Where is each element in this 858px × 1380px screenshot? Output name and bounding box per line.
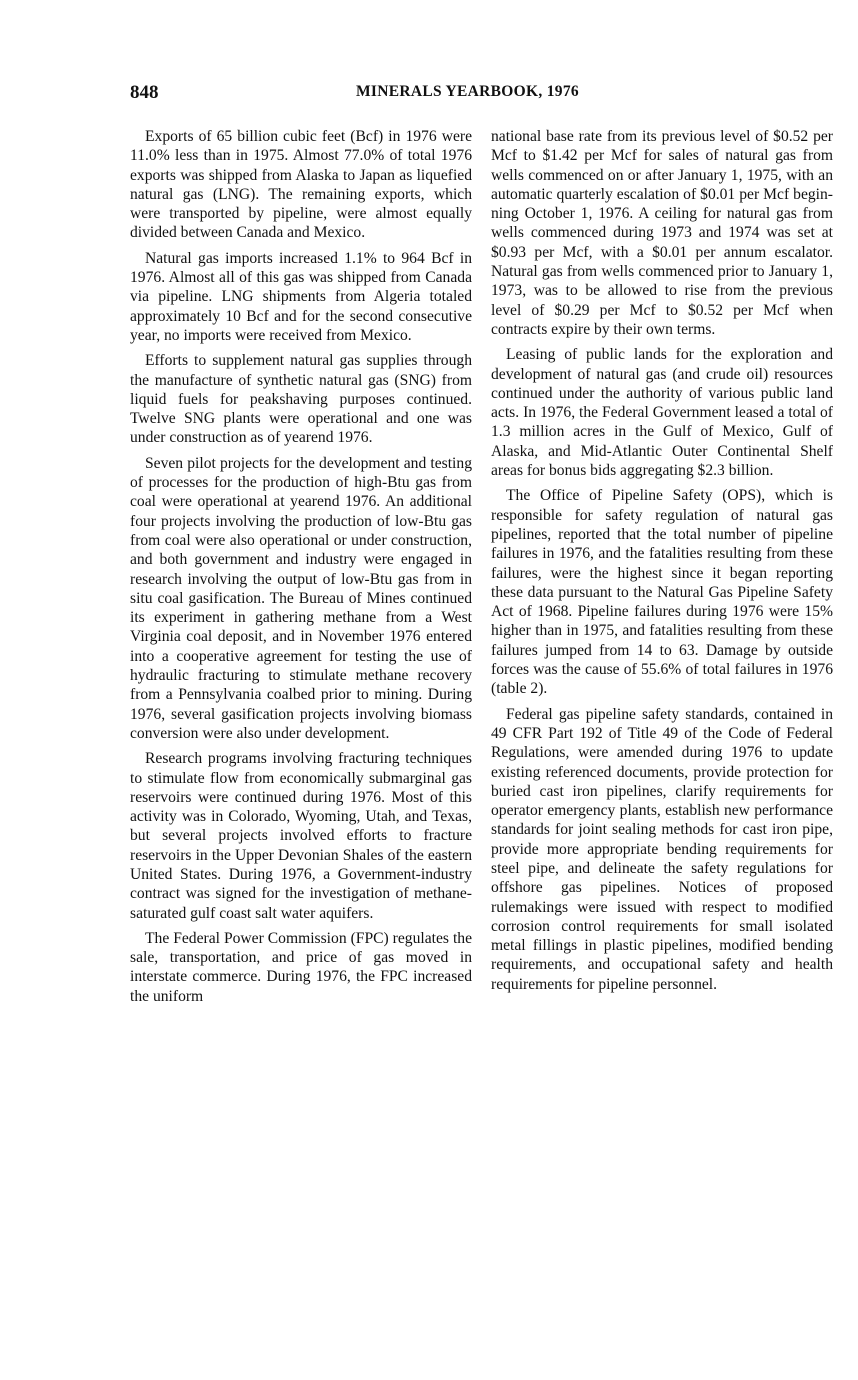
- right-column: [491, 127, 833, 1000]
- running-title: MINERALS YEARBOOK, 1976: [356, 83, 579, 100]
- left-column: [130, 127, 472, 1012]
- paragraph-exports: Exports of 65 billion cubic feet (Bcf) in 1976 were 11.0% less than in 1975. Almost 77.0% of total 1976 exports was shipped from Alaska to Japan as liquefied natural gas (LNG). The remaining exports, which were transported by pipeline, were almost equally divided between Canada and Mexico.: [130, 128, 472, 242]
- paragraph-imports: Natural gas imports increased 1.1% to 964 Bcf in 1976. Almost all of this gas was shipped from Canada via pipeline. LNG shipments from Algeria totaled approximately 10 Bcf and for the second consecutive year, no imports were received from Mexico.: [130, 249, 472, 344]
- paragraph-fpc: The Federal Power Commission (FPC) regulates the sale, transportation, and price of gas moved in interstate commerce. During 1976, the FPC increased the uniform: [130, 929, 472, 1005]
- page-number: 848: [130, 82, 159, 103]
- paragraph-fpc-continued: national base rate from its previous level of $0.52 per Mcf to $1.42 per Mcf for sales of natural gas from wells commenced on or after January 1, 1975, with an automatic quarterly escalation of $0.01 per Mcf beginning October 1, 1976. A ceiling for natural gas from wells commenced during 1973 and 1974 was set at $0.93 per Mcf, with a $0.01 per annum escalator. Natural gas from wells commenced prior to January 1, 1973, was to be allowed to rise from the previous level of $0.29 per Mcf to $0.52 per Mcf when contracts expire by their own terms.: [491, 128, 833, 338]
- paragraph-fracturing-research: Research programs involving fracturing techniques to stimulate flow from economically submarginal gas reservoirs were continued during 1976. Most of this activity was in Colorado, Wyoming, Utah, and Texas, but several projects involved efforts to fracture reservoirs in the Upper Devonian Shales of the eastern United States. During 1976, a Government-industry contract was signed for the investigation of methane-saturated gulf coast salt water aquifers.: [130, 750, 472, 922]
- paragraph-leasing: Leasing of public lands for the exploration and development of natural gas (and crude oil) resources continued under the authority of various public land acts. In 1976, the Federal Government leased a total of 1.3 million acres in the Gulf of Mexico, Gulf of Alaska, and Mid-Atlantic Outer Continental Shelf areas for bonus bids aggregating $2.3 billion.: [491, 346, 833, 480]
- paragraph-safety-standards: Federal gas pipeline safety standards, contained in 49 CFR Part 192 of Title 49 of the Code of Federal Regulations, were amended during 1976 to update existing referenced documents, provide protection for buried cast iron pipelines, clarify requirements for operator emergency plants, establish new performance standards for joint sealing methods for cast iron pipe, provide more appropriate bending requirements for steel pipe, and delineate the safety regulations for offshore gas pipelines. Notices of proposed rulemakings were issued with respect to modified corrosion control requirements for small isolated metal fillings in plastic pipelines, modified bending requirements, and occupational safety and health requirements for pipeline personnel.: [491, 705, 833, 993]
- paragraph-sng: Efforts to supplement natural gas supplies through the manufacture of synthetic natural gas (SNG) from liquid fuels for peakshaving purposes continued. Twelve SNG plants were operational and one was under construction as of yearend 1976.: [130, 352, 472, 447]
- paragraph-coal-gasification: Seven pilot projects for the development and testing of processes for the production of high-Btu gas from coal were operational at yearend 1976. An additional four projects involving the production of low-Btu gas from coal were also operational or under construction, and both government and industry were engaged in research involving the output of low-Btu gas from in situ coal gasification. The Bureau of Mines continued its experiment in gathering methane from a West Virginia coal deposit, and in November 1976 entered into a cooperative agreement for testing the use of hydraulic fracturing to stimulate methane recovery from a Pennsylvania coalbed prior to mining. During 1976, several gasification projects involving biomass conversion were also under development.: [130, 454, 472, 742]
- paragraph-pipeline-safety: The Office of Pipeline Safety (OPS), which is responsible for safety regulation of natural gas pipelines, reported that the total number of pipeline failures in 1976, and the fatalities resulting from these failures, were the highest since it began reporting these data pursuant to the Natural Gas Pipeline Safety Act of 1968. Pipeline failures during 1976 were 15% higher than in 1975, and fatalities resulting from these failures jumped from 14 to 63. Damage by outside forces was the cause of 55.6% of total failures in 1976 (table 2).: [491, 487, 833, 698]
- page-header: [130, 82, 730, 112]
